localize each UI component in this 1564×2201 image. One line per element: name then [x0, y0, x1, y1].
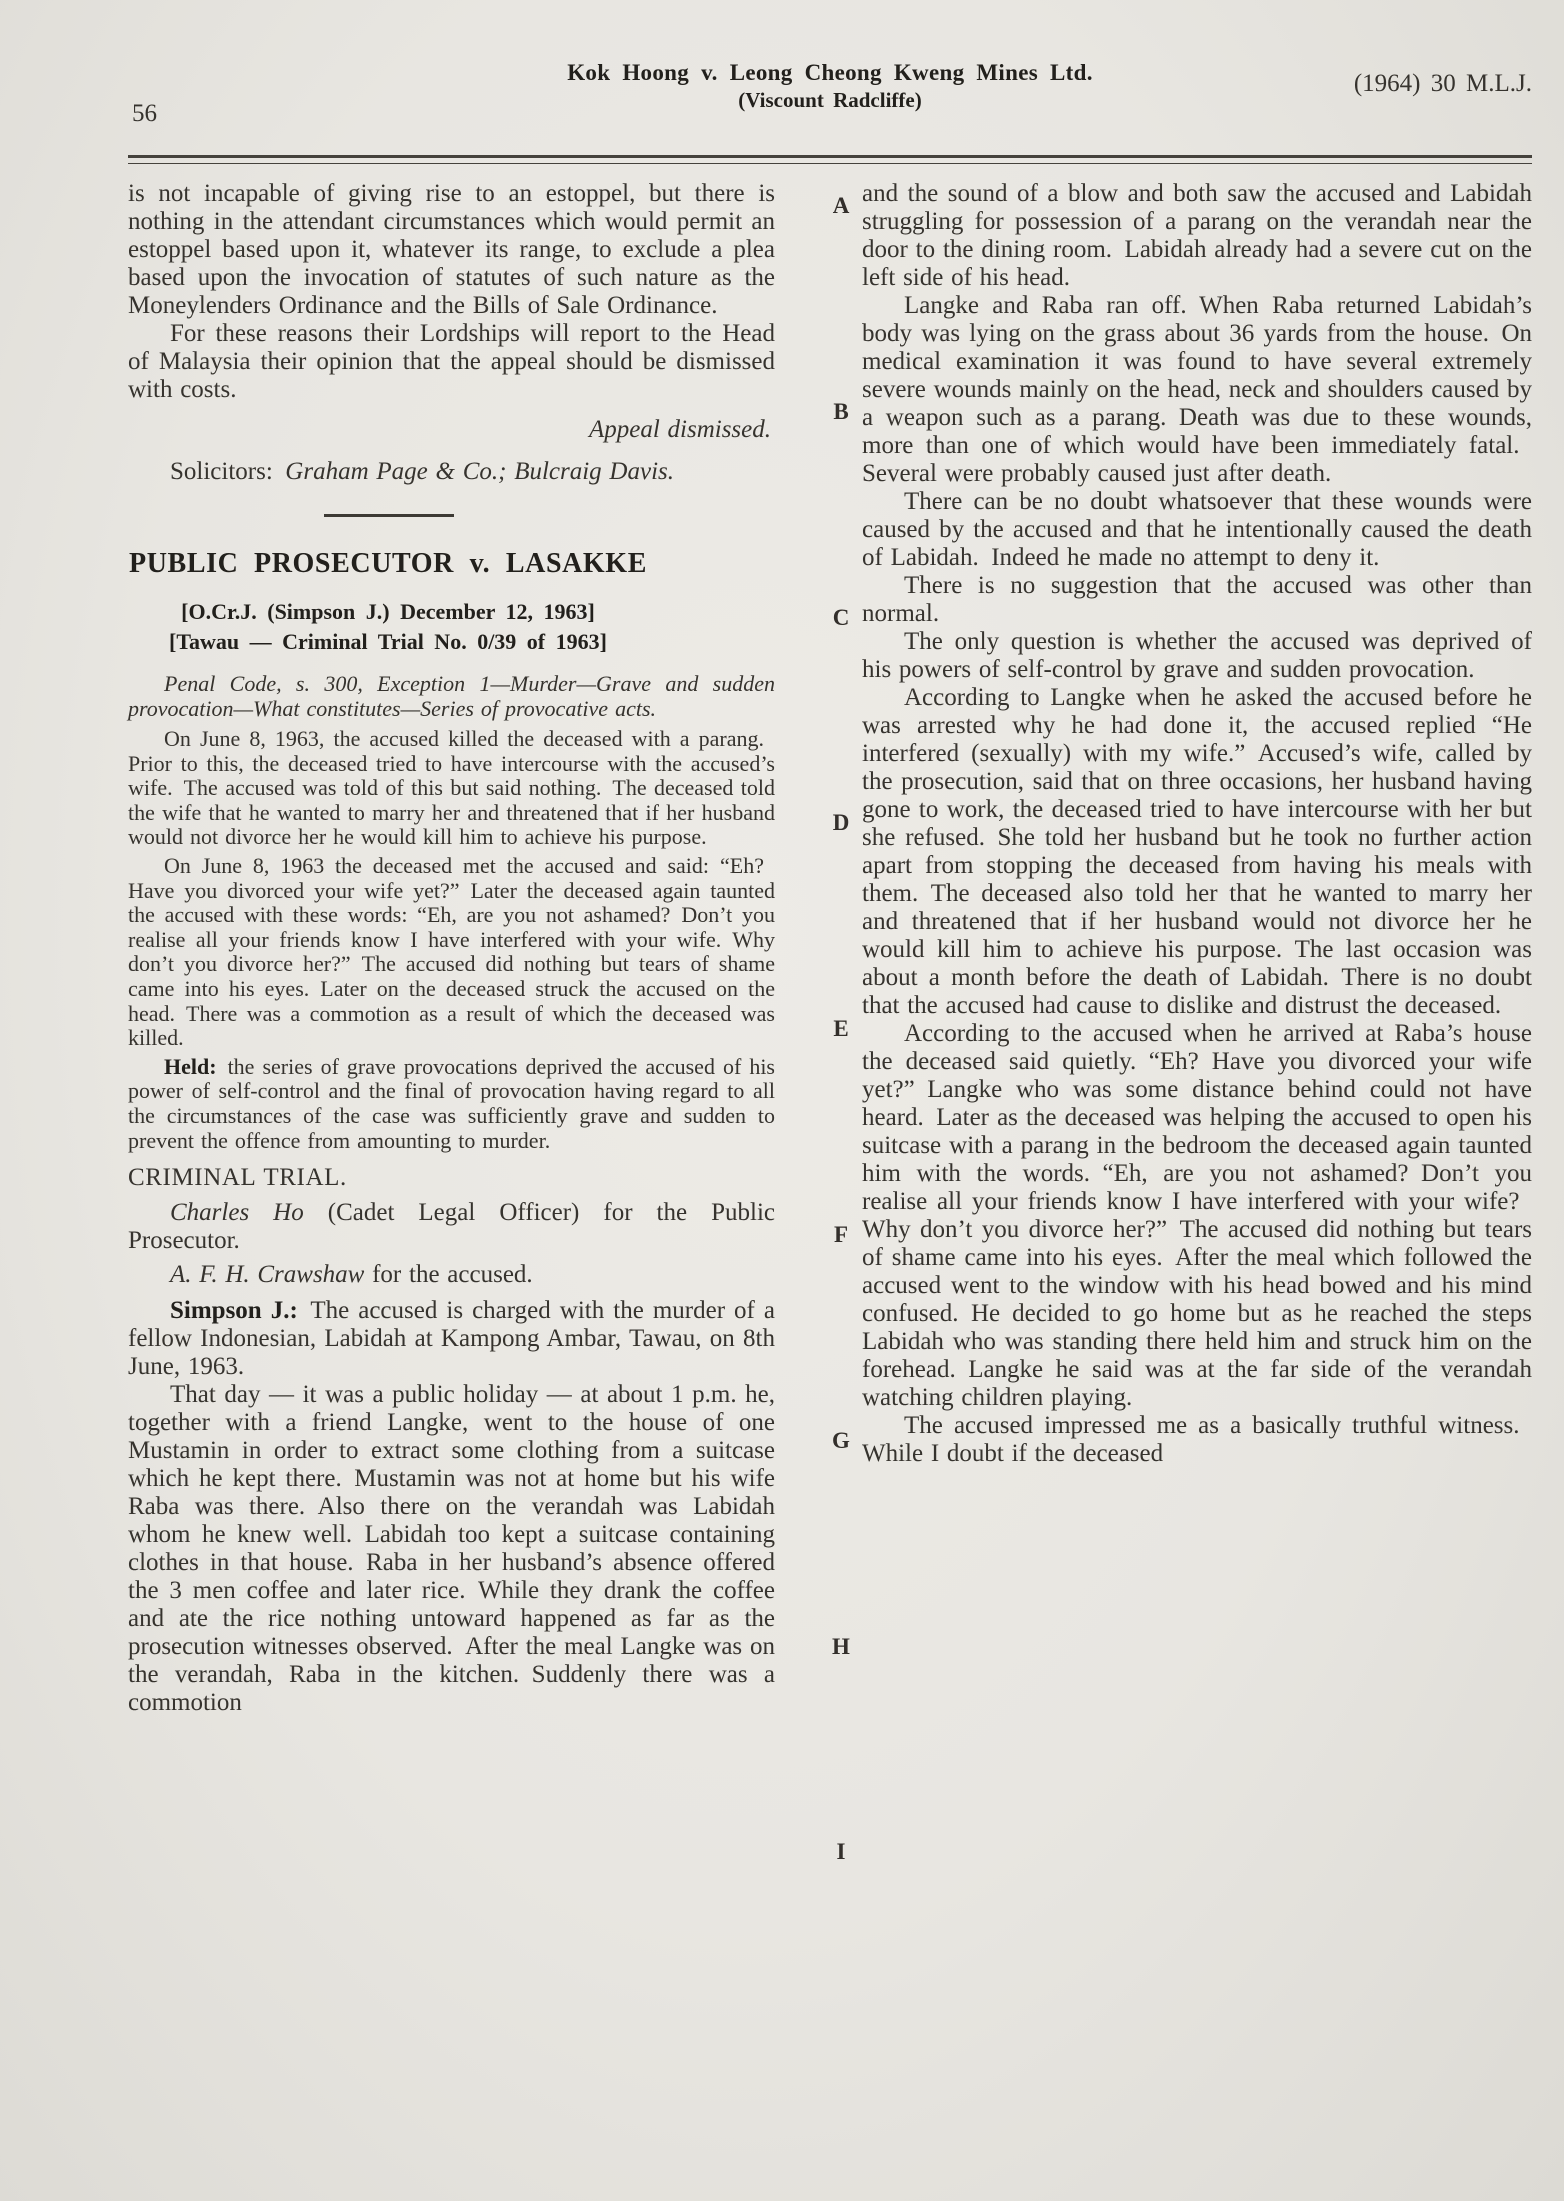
bold-text: Simpson J.:	[170, 1297, 298, 1325]
catchwords	[128, 671, 775, 721]
text: On June 8, 1963 the deceased met the accused and said: “Eh? Have you divorced your wife yet?” Later the deceased again taunted the accused with these words: “Eh, are you not ashamed? Don’t you realise all your friends know I have interfered with your wife. Why don’t you divorce her?” The accused did nothing but tears of shame came into his eyes. Later on the deceased struck the accused on the head. There was a commotion as a result of which the deceased was killed.	[128, 852, 775, 1051]
margin-letter-I: I	[836, 1839, 846, 1864]
text: For these reasons their Lordships will report to the Head of Malaysia their opinion that the appeal should be dismissed with costs.	[128, 320, 775, 403]
text: Langke and Raba ran off. When Raba returned Labidah’s body was lying on the grass about 36 yards from the house. On medical examination it was found to have several extremely severe wounds mainly on the head, neck and shoulders caused by a weapon such as a parang. Death was due to these wounds, more than one of which would have been immediately fatal. Several were probably caused just after death.	[862, 292, 1532, 487]
margin-letter-F: F	[833, 1222, 849, 1247]
trial-number-line	[128, 627, 775, 657]
solicitors-line	[128, 458, 775, 486]
appeal-dismissed-note	[128, 416, 771, 444]
judgment-paragraph	[862, 180, 1532, 292]
citation: (1964) 30 M.L.J.	[1353, 70, 1532, 97]
running-head	[230, 58, 1430, 113]
text: The accused impressed me as a basically truthful witness. While I doubt if the deceased	[862, 1412, 1532, 1467]
right-column	[862, 180, 1532, 1468]
text: [Tawau — Criminal Trial No. 0/39 of 1963]	[169, 629, 607, 654]
running-head-case-title: Kok Hoong v. Leong Cheong Kweng Mines Ltd.	[567, 60, 1093, 85]
counsel-line	[128, 1199, 775, 1255]
text: According to the accused when he arrived at Raba’s house the deceased said quietly. “Eh? Have you divorced your wife yet?” Langke who was some distance behind could not have heard. Later as the deceased was helping the accused to open his suitcase with a parang in the bedroom the deceased again taunted him with the words. “Eh, are you not ashamed? Don’t you realise all your friends know I have interfered with your wife? Why don’t you divorce her?” The accused did nothing but tears of shame came into his eyes. After the meal which followed the accused went to the window with his head bowed and his mind confused. He decided to go home but as he reached the steps Labidah who was standing there held him and struck him on the forehead. Langke he said was at the far side of the verandah watching children playing.	[862, 1020, 1532, 1411]
judgment-paragraph	[862, 1412, 1532, 1468]
text: Penal Code, s. 300, Exception 1—Murder—Grave and sudden provocation—What constitutes—Series of provocative acts.	[128, 671, 775, 721]
text: According to Langke when he asked the accused before he was arrested why he had done it, the accused replied “He interfered (sexually) with my wife.” Accused’s wife, called by the prosecution, said that on three occasions, her husband having gone to work, the deceased tried to have intercourse with her but she refused. She told her husband but he took no further action apart from stopping the deceased from having his meals with them. The deceased also told her that he wanted to marry her and threatened that if her husband would not divorce her he would kill him to achieve his purpose. The last occasion was about a month before the death of Labidah. There is no doubt that the accused had cause to dislike and distrust the deceased.	[862, 684, 1532, 1019]
judgment-paragraph	[862, 292, 1532, 488]
case-title-heading	[128, 547, 775, 581]
margin-letter-E: E	[833, 1016, 849, 1041]
text: for the accused.	[364, 1261, 533, 1289]
margin-letter-B: B	[833, 399, 849, 424]
judgment-paragraph	[862, 628, 1532, 684]
text: Solicitors:	[170, 458, 286, 485]
text: There can be no doubt whatsoever that these wounds were caused by the accused and that he intentionally caused the death of Labidah. Indeed he made no attempt to deny it.	[862, 488, 1532, 571]
page-number: 56	[132, 100, 157, 127]
italic-text: A. F. H. Crawshaw	[170, 1261, 365, 1289]
proceeding-type-heading	[128, 1163, 775, 1193]
counsel-line	[128, 1261, 775, 1289]
text: The accused is charged with the murder of a fellow Indonesian, Labidah at Kampong Ambar, Tawau, on 8th June, 1963.	[128, 1297, 775, 1381]
running-head-judge: (Viscount Radcliffe)	[738, 88, 922, 112]
text: the series of grave provocations deprived the accused of his power of self-control and the final of provocation having regard to all the circumstances of the case was sufficiently grave and sudden to prevent the offence from amounting to murder.	[128, 1053, 775, 1153]
italic-text: Graham Page & Co.; Bulcraig Davis.	[285, 458, 675, 485]
continued-paragraph	[128, 180, 775, 320]
margin-letter-A: A	[832, 193, 850, 218]
header-rule	[128, 155, 1532, 164]
text: and the sound of a blow and both saw the accused and Labidah struggling for possession of a parang on the verandah near the door to the dining room. Labidah already had a severe cut on the left side of his head.	[862, 180, 1532, 291]
margin-letter-C: C	[832, 605, 850, 630]
section-divider	[324, 514, 454, 517]
headnote-paragraph	[128, 854, 775, 1051]
text: There is no suggestion that the accused was other than normal.	[862, 572, 1532, 627]
text: is not incapable of giving rise to an estoppel, but there is nothing in the attendant circumstances which would permit an estoppel based upon it, whatever its range, to exclude a plea based upon the invocation of statutes of such nature as the Moneylenders Ordinance and the Bills of Sale Ordinance.	[128, 180, 775, 319]
margin-letter-H: H	[832, 1634, 850, 1659]
text: PUBLIC PROSECUTOR v. LASAKKE	[129, 548, 647, 579]
italic-text: Charles Ho	[170, 1199, 304, 1227]
headnote-paragraph	[128, 727, 775, 850]
text: (Cadet Legal Officer) for the Public Prosecutor.	[128, 1199, 775, 1255]
judgment-paragraph	[862, 488, 1532, 572]
text: That day — it was a public holiday — at about 1 p.m. he, together with a friend Langke, went to the house of one Mustamin in order to extract some clothing from a suitcase which he kept there. Mustamin was not at home but his wife Raba was there. Also there on the verandah was Labidah whom he knew well. Labidah too kept a suitcase containing clothes in that house. Raba in her husband’s absence offered the 3 men coffee and later rice. While they drank the coffee and ate the rice nothing untoward happened as far as the prosecution witnesses observed. After the meal Langke was on the verandah, Raba in the kitchen. Suddenly there was a commotion	[128, 1381, 775, 1717]
left-column	[128, 180, 775, 1717]
text: CRIMINAL TRIAL.	[128, 1164, 347, 1192]
text: On June 8, 1963, the accused killed the deceased with a parang. Prior to this, the deceased tried to have intercourse with the accused’s wife. The accused was told of this but said nothing. The deceased told the wife that he wanted to marry her and threatened that if her husband would not divorce her he would kill him to achieve his purpose.	[128, 726, 775, 850]
bold-text: Held:	[164, 1053, 217, 1079]
judgment-paragraph	[862, 684, 1532, 1020]
margin-letter-G: G	[832, 1428, 850, 1453]
text: Appeal dismissed.	[588, 416, 771, 443]
judgment-paragraph	[862, 572, 1532, 628]
held-paragraph	[128, 1055, 775, 1153]
margin-letter-D: D	[832, 810, 850, 835]
coram-line	[128, 597, 775, 627]
text: The only question is whether the accused was deprived of his powers of self-control by grave and sudden provocation.	[862, 628, 1532, 683]
text: [O.Cr.J. (Simpson J.) December 12, 1963]	[181, 599, 595, 624]
paragraph	[128, 320, 775, 404]
judgment-paragraph	[128, 1297, 775, 1381]
judgment-paragraph	[862, 1020, 1532, 1412]
judgment-paragraph	[128, 1381, 775, 1717]
